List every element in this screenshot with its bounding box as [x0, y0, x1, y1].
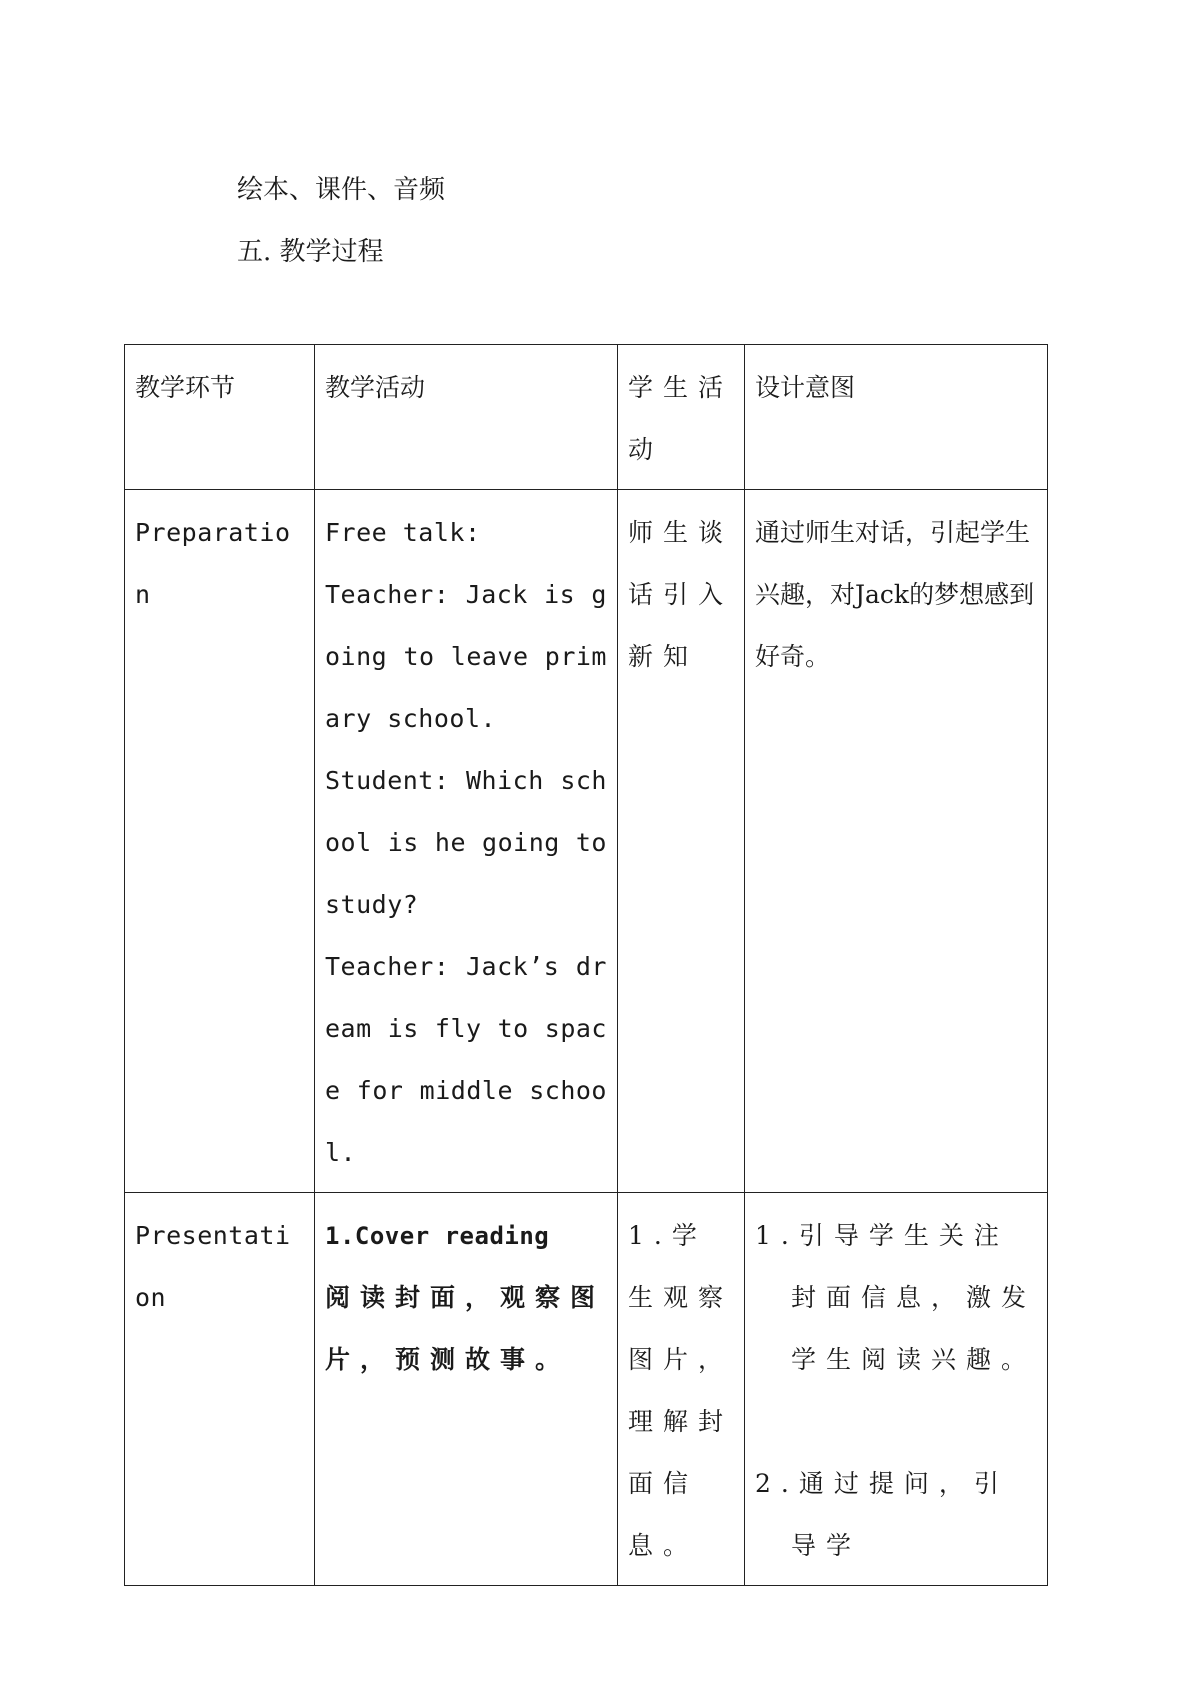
- activity-title: 1.Cover reading: [325, 1222, 550, 1250]
- intent-item: 1.引导学生关注封面信息，激发学生阅读兴趣。: [755, 1221, 1037, 1374]
- activity-body: 阅读封面，观察图片，预测故事。: [325, 1283, 606, 1374]
- intent-spacer: [755, 1391, 1037, 1453]
- header-activity: 教学活动: [315, 345, 618, 490]
- student-activity-cell: 师生谈话引入新知: [618, 490, 745, 1193]
- activity-line: Student: Which school is he going to study?: [325, 766, 607, 919]
- header-stage: 教学环节: [125, 345, 315, 490]
- activity-line: Teacher: Jack is going to leave primary school.: [325, 580, 607, 733]
- stage-cell: Preparation: [125, 490, 315, 1193]
- intent-item: 2.通过提问，引导学: [755, 1469, 1009, 1560]
- design-intent-cell: 通过师生对话，引起学生兴趣，对Jack的梦想感到好奇。: [745, 490, 1048, 1193]
- table-row: [125, 1193, 1048, 1586]
- student-activity-cell: 1.学生观察图片，理解封面信息。: [618, 1193, 745, 1586]
- activity-cell: [315, 1193, 618, 1586]
- section-heading: 五. 教学过程: [237, 237, 384, 267]
- header-design-intent: 设计意图: [745, 345, 1048, 490]
- stage-cell: Presentation: [125, 1193, 315, 1586]
- teaching-process-table: [124, 344, 1048, 1586]
- table-header-row: [125, 345, 1048, 490]
- activity-line: Teacher: Jack’s dream is fly to space for middle school.: [325, 952, 607, 1167]
- table-row: [125, 490, 1048, 1193]
- design-intent-cell: [745, 1193, 1048, 1586]
- activity-line: Free talk:: [325, 518, 481, 547]
- activity-cell: [315, 490, 618, 1193]
- materials-line: 绘本、课件、音频: [237, 175, 446, 205]
- header-student-activity: 学生活动: [618, 345, 745, 490]
